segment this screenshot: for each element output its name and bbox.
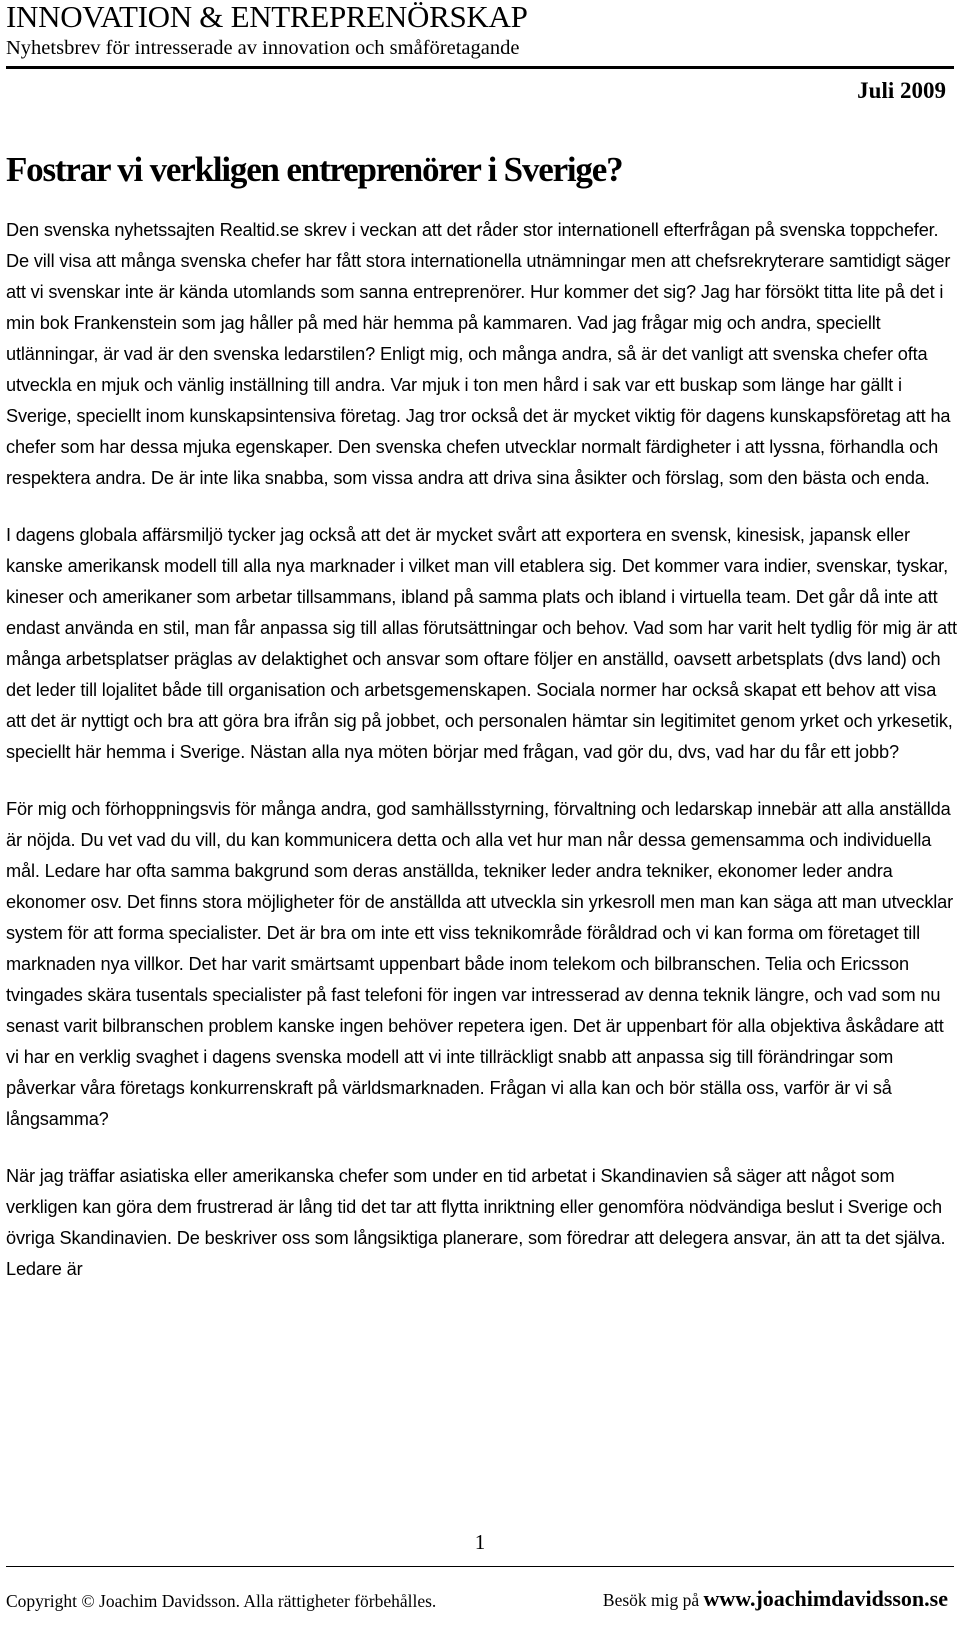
footer-visit [603,1584,948,1615]
article-paragraph: I dagens globala affärsmiljö tycker jag också att det är mycket svårt att exportera en svensk, kinesisk, japansk eller kanske amerikansk modell till alla nya marknader i vilket man vill etablera sig. Det kommer vara indier, svenskar, tyskar, kineser och amerikaner som arbetar tillsammans, ibland på samma plats och ibland i virtuella team. Det går då inte att endast använda en stil, man får anpassa sig till allas förutsättningar och behov. Vad som har varit helt tydlig för mig är att många arbetsplatser präglas av delaktighet och ansvar som oftare följer en anställd, oavsett arbetsplats (dvs land) och det leder till lojalitet både till organisation och arbetsgemenskapen. Sociala normer har också skapat ett behov att visa att det är nyttigt och bra att göra bra ifrån sig på jobbet, och personalen hämtar sin legitimitet genom yrket och yrkesetik, speciellt här hemma i Sverige. Nästan alla nya möten börjar med frågan, vad gör du, dvs, vad har du får ett jobb? [6,525,957,762]
masthead-divider [6,66,954,69]
footer-divider [6,1566,954,1567]
issue-date: Juli 2009 [857,78,946,103]
newsletter-title: INNOVATION & ENTREPRENÖRSKAP [6,0,528,34]
article-body [6,215,958,1311]
article-headline: Fostrar vi verkligen entreprenörer i Sverige? [6,150,623,189]
website-link[interactable]: www.joachimdavidsson.se [703,1586,948,1611]
article-paragraph: För mig och förhoppningsvis för många andra, god samhällsstyrning, förvaltning och ledarskap innebär att alla anställda är nöjda. Du vet vad du vill, du kan kommunicera detta och alla vet hur man når dessa gemensamma och individuella mål. Ledare har ofta samma bakgrund som deras anställda, tekniker leder andra tekniker, ekonomer leder andra ekonomer osv. Det finns stora möjligheter för de anställda att utveckla sin yrkesroll men man kan säga att man utvecklar system för att forma specialister. Det är bra om inte ett viss teknikområde föråldrad och vi kan forma om företaget till marknaden nya villkor. Det har varit smärtsamt uppenbart både inom telekom och bilbranschen. Telia och Ericsson tvingades skära tusentals specialister på fast telefoni för ingen var intresserad av denna teknik längre, och vad som nu senast varit bilbranschen problem kanske ingen behöver repetera igen. Det är uppenbart för alla objektiva åskådare att vi har en verklig svaghet i dagens svenska modell att vi inte tillräckligt snabb att anpassa sig till förändringar som påverkar våra företags konkurrenskraft på världsmarknaden. Frågan vi alla kan och bör ställa oss, varför är vi så långsamma? [6,799,954,1129]
article-paragraph: När jag träffar asiatiska eller amerikanska chefer som under en tid arbetat i Skandinavien så säger att något som verkligen kan göra dem frustrerad är lång tid det tar att flytta inriktning eller genomföra nödvändiga beslut i Sverige och övriga Skandinavien. De beskriver oss som långsiktiga planerare, som föredrar att delegera ansvar, än att ta det själva. Ledare är [6,1166,946,1279]
article-paragraph: Den svenska nyhetssajten Realtid.se skrev i veckan att det råder stor internationell efterfrågan på svenska toppchefer. De vill visa att många svenska chefer har fått stora internationella utnämningar men att chefsrekryterare samtidigt säger att vi svenskar inte är kända utomlands som sanna entreprenörer. Hur kommer det sig? Jag har försökt titta lite på det i min bok Frankenstein som jag håller på med här hemma på kammaren. Vad jag frågar mig och andra, speciellt utlänningar, är vad är den svenska ledarstilen? Enligt mig, och många andra, så är det vanligt att svenska chefer ofta utveckla en mjuk och vänlig inställning till andra. Var mjuk i ton men hård i sak var ett buskap som länge har gällt i Sverige, speciellt inom kunskapsintensiva företag. Jag tror också det är mycket viktig för dagens kunskapsföretag att ha chefer som har dessa mjuka egenskaper. Den svenska chefen utvecklar normalt färdigheter i att lyssna, förhandla och respektera andra. De är inte lika snabba, som vissa andra att driva sina åsikter och förslag, som den bästa och enda. [6,220,951,488]
footer-copyright: Copyright © Joachim Davidsson. Alla rättigheter förbehålles. [6,1591,437,1611]
newsletter-subtitle: Nyhetsbrev för intresserade av innovation och småföretagande [6,37,520,59]
page-number: 1 [474,1530,486,1554]
footer-visit-label: Besök mig på [602,1590,700,1610]
